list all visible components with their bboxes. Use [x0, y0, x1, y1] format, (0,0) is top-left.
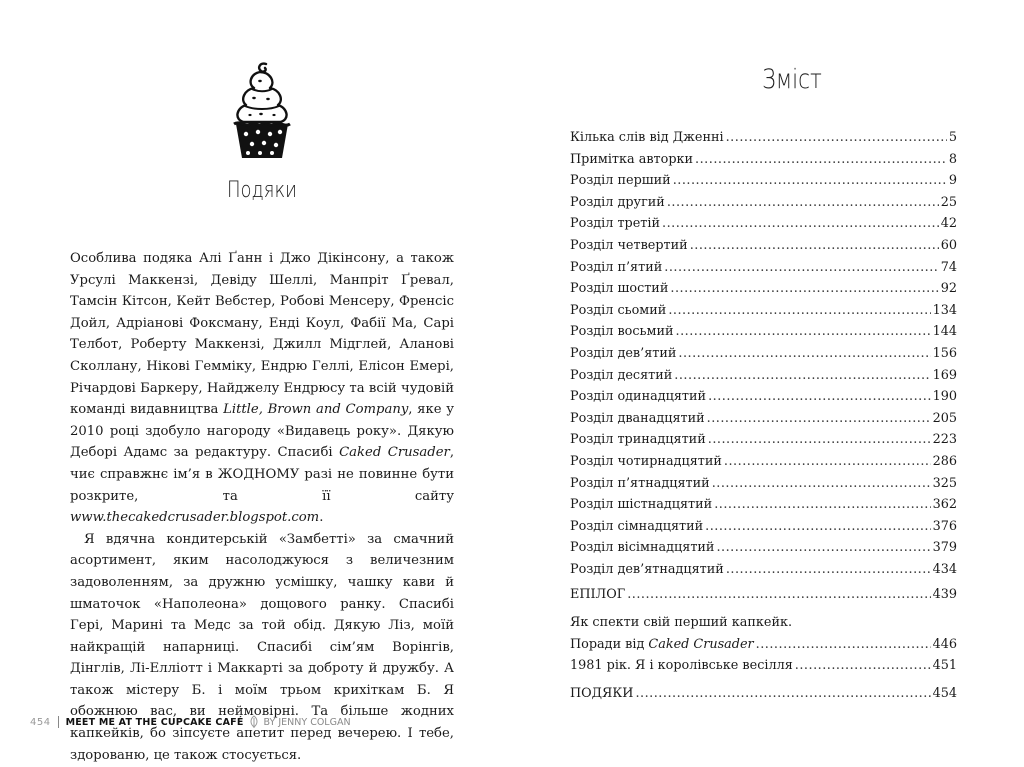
toc-entry[interactable]: [570, 213, 957, 235]
page-footer: [30, 715, 351, 729]
toc-leader-dots: [708, 386, 931, 408]
thanks-body: [70, 248, 454, 766]
toc-entry-title: Розділ десятий: [570, 367, 673, 383]
toc-entry-page: 451: [932, 658, 957, 674]
toc-entry-page: 74: [940, 259, 957, 275]
toc-entry-title: Розділ третій: [570, 216, 661, 232]
toc-entry-title: Розділ дев’ятнадцятий: [570, 561, 724, 577]
toc-entry-page: 446: [932, 636, 957, 652]
toc-entry-page: 454: [932, 685, 957, 701]
toc-leader-dots: [756, 634, 931, 656]
table-of-contents: [570, 127, 957, 704]
blogger-name: Caked Crusader: [648, 636, 754, 652]
toc-entry[interactable]: [570, 235, 957, 257]
toc-entry-page: 5: [948, 130, 957, 145]
toc-entry-title: ЕПІЛОГ: [570, 587, 626, 603]
toc-leader-dots: [678, 343, 930, 365]
toc-entry-tips[interactable]: [570, 634, 957, 656]
toc-entry-page: 156: [932, 345, 957, 361]
toc-leader-dots: [662, 213, 939, 235]
toc-entry-page: 223: [932, 432, 957, 448]
toc-entry-title: Розділ п’ятнадцятий: [570, 475, 710, 491]
book-title: MEET ME AT THE CUPCAKE CAFÉ: [65, 716, 244, 728]
toc-leader-dots: [674, 365, 930, 387]
thanks-paragraph-1: [70, 248, 454, 529]
toc-chapter-list: [570, 127, 957, 580]
toc-entry-title: Розділ четвертий: [570, 237, 688, 253]
toc-leader-dots: [712, 473, 931, 495]
toc-entry-page: 362: [932, 497, 957, 513]
toc-entry-title: Розділ вісімнадцятий: [570, 540, 715, 556]
toc-entry-title: Розділ сімнадцятий: [570, 518, 704, 534]
toc-entry-page: 8: [948, 151, 957, 167]
toc-leader-dots: [635, 683, 930, 705]
toc-entry[interactable]: [570, 429, 957, 451]
toc-entry-page: 434: [932, 561, 957, 577]
toc-appendix-heading: Як спекти свій перший капкейк.: [570, 615, 793, 631]
toc-entry-page: 376: [932, 518, 957, 534]
website-address: www.thecakedcrusader.blogspot.com: [70, 510, 320, 526]
toc-entry-title: Примітка авторки: [570, 151, 694, 167]
toc-entry-title: Розділ дев’ятий: [570, 345, 677, 361]
toc-entry-page: 25: [940, 194, 957, 210]
toc-entry-title: ПОДЯКИ: [570, 685, 634, 701]
toc-leader-dots: [714, 494, 930, 516]
toc-entry[interactable]: [570, 170, 957, 192]
toc-leader-dots: [724, 451, 931, 473]
toc-entry[interactable]: [570, 516, 957, 538]
toc-entry-page: 325: [932, 475, 957, 491]
toc-leader-dots: [673, 170, 947, 192]
cupcake-icon: [230, 58, 294, 166]
toc-entry-page: 286: [932, 453, 957, 469]
toc-entry[interactable]: [570, 451, 957, 473]
toc-entry-title: Розділ одинадцятий: [570, 389, 707, 405]
toc-leader-dots: [705, 516, 930, 538]
toc-entry[interactable]: [570, 559, 957, 581]
toc-entry-acknowledgements[interactable]: [570, 683, 957, 705]
toc-entry-page: 92: [940, 281, 957, 297]
toc-entry-page: 9: [948, 173, 957, 189]
toc-entry-title: Розділ дванадцятий: [570, 410, 705, 426]
paragraph-text: , чиє справжнє ім’я в ЖОДНОМУ разі не повинне бути розкрите, та її сайту: [70, 445, 455, 504]
toc-title: Зміст: [762, 64, 822, 95]
toc-entry-title-text: Поради від: [570, 636, 649, 652]
toc-entry-title: Розділ перший: [570, 173, 671, 189]
toc-leader-dots: [676, 321, 931, 343]
toc-entry[interactable]: [570, 278, 957, 300]
toc-entry[interactable]: [570, 537, 957, 559]
toc-leader-dots: [690, 235, 939, 257]
toc-entry[interactable]: [570, 365, 957, 387]
toc-entry-epilogue[interactable]: [570, 584, 957, 606]
toc-entry-page: 205: [932, 410, 957, 426]
toc-entry-title: Кілька слів від Дженні: [570, 130, 724, 145]
paragraph-text: , яке у 2010 році здобуло нагороду «Видавець року». Дякую Деборі Адамс за редактуру. Спасибі: [70, 402, 454, 461]
toc-entry[interactable]: [570, 127, 957, 149]
toc-leader-dots: [716, 537, 930, 559]
toc-entry-title: Розділ другий: [570, 194, 665, 210]
toc-entry-title: 1981 рік. Я і королівське весілля: [570, 658, 793, 674]
toc-entry-title: Розділ п’ятий: [570, 259, 663, 275]
paragraph-text: Особлива подяка Алі Ґанн і Джо Дікінсону, а також Урсулі Маккензі, Девіду Шеллі, Манпріт Ґревал, Тамсін Кітсон, Кейт Вебстер, Робові Менсеру, Френсіс Дойл, Адріанові Фоксману, Енді Коул, Фабії Ма, Сарі Телбот, Роберту Маккензі, Джилл Мідглей, Аланові Сколлану, Нікові Гемміку, Ендрю Геллі, Елісон Емері, Річардові Баркеру, Найджелу Ендрюсу та всій чудовій команді видавництва: [70, 251, 454, 418]
paragraph-text: .: [319, 510, 324, 526]
toc-entry[interactable]: [570, 321, 957, 343]
toc-entry-page: 169: [932, 367, 957, 383]
page-number: 454: [30, 716, 51, 728]
toc-entry[interactable]: [570, 386, 957, 408]
toc-entry[interactable]: [570, 149, 957, 171]
toc-leader-dots: [667, 192, 939, 214]
toc-leader-dots: [695, 149, 947, 171]
toc-entry-page: 379: [932, 540, 957, 556]
toc-leader-dots: [795, 655, 931, 677]
toc-entry[interactable]: [570, 494, 957, 516]
toc-entry-royal-wedding[interactable]: [570, 655, 957, 677]
toc-entry[interactable]: [570, 257, 957, 279]
toc-entry-title: [570, 634, 754, 656]
toc-leader-dots: [627, 584, 930, 606]
toc-entry[interactable]: [570, 473, 957, 495]
toc-leader-dots: [726, 559, 931, 581]
thanks-title: Подяки: [226, 178, 298, 203]
toc-entry-page: 144: [932, 324, 957, 340]
toc-leader-dots: [664, 257, 938, 279]
toc-entry-page: 60: [940, 237, 957, 253]
author-name: BY JENNY COLGAN: [263, 716, 351, 728]
toc-entry[interactable]: [570, 408, 957, 430]
toc-leader-dots: [708, 429, 931, 451]
toc-entry-title: Розділ шістнадцятий: [570, 497, 713, 513]
publisher-name: Little, Brown and Company: [223, 402, 409, 418]
toc-entry[interactable]: [570, 343, 957, 365]
toc-entry-title: Розділ тринадцятий: [570, 432, 706, 448]
leaf-icon: [249, 715, 259, 729]
toc-entry[interactable]: [570, 192, 957, 214]
toc-entry-title: Розділ сьомий: [570, 302, 667, 318]
toc-leader-dots: [668, 300, 930, 322]
toc-leader-dots: [670, 278, 938, 300]
thanks-paragraph-2: Я вдячна кондитерській «Замбетті» за смачний асортимент, яким насолоджуюся з величезним задоволенням, за дружню усмішку, чашку кави й шматочок «Наполеона» дощового ранку. Спасибі Гері, Марині та Медс за той обід. Дякую Ліз, моїй найкращій напарниці. Спасибі сім’ям Ворінгів, Дінглів, Лі-Елліотт і Маккарті за доброту й дружбу. А також містеру Б. і моїм трьом крихіткам Б. Я обожнюю вас, ви неймовірні. Та більше жодних капкейків, бо зіпсуєте апетит перед вечерею. І тебе, здорованю, це також стосується.: [70, 531, 454, 763]
toc-entry-title: Розділ чотирнадцятий: [570, 453, 722, 469]
toc-entry-title: Розділ шостий: [570, 281, 669, 297]
toc-entry-page: 190: [932, 389, 957, 405]
toc-leader-dots: [726, 127, 947, 149]
toc-entry-page: 42: [940, 216, 957, 232]
toc-leader-dots: [707, 408, 931, 430]
toc-entry[interactable]: [570, 300, 957, 322]
toc-entry-title: Розділ восьмий: [570, 324, 674, 340]
footer-divider: [58, 716, 59, 728]
blogger-name: Caked Crusader: [339, 445, 450, 461]
toc-entry-page: 134: [932, 302, 957, 318]
toc-entry-page: 439: [932, 587, 957, 603]
